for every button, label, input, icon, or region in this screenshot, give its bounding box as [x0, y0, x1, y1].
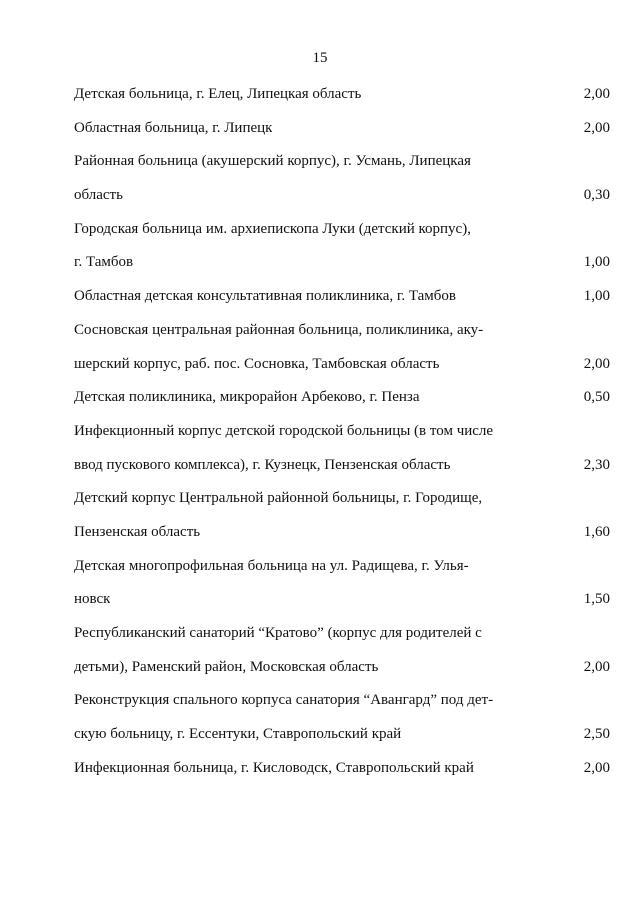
entry-value: 2,50 — [583, 726, 610, 743]
entry-value: 2,00 — [583, 86, 610, 102]
entry-value: 2,00 — [583, 119, 610, 136]
entry-text: Областная детская консультативная поликлиника, г. Тамбов — [74, 288, 456, 305]
entry-text: Инфекционный корпус детской городской больницы (в том числе — [74, 422, 494, 439]
entry-value: 1,50 — [583, 591, 610, 608]
entry-line — [74, 381, 610, 415]
entry-text: Детская многопрофильная больница на ул. Радищева, г. Улья- — [74, 557, 469, 574]
entry-text: Районная больница (акушерский корпус), г. Усмань, Липецкая — [74, 153, 471, 170]
entries-list — [74, 78, 610, 785]
entry-value: 2,00 — [583, 658, 610, 675]
entry-text: область — [74, 187, 123, 204]
entry-line — [74, 550, 610, 584]
entry-text: Сосновская центральная районная больница, поликлиника, аку- — [74, 321, 484, 338]
entry-value: 1,00 — [583, 288, 610, 305]
entry-line — [74, 112, 610, 146]
entry-line — [74, 617, 610, 651]
entry-value: 2,30 — [583, 456, 610, 473]
entry-line — [74, 246, 610, 280]
entry-value: 0,30 — [583, 187, 610, 204]
entry-text: Детская больница, г. Елец, Липецкая область — [74, 86, 362, 102]
entry-text: Реконструкция спального корпуса санатория “Авангард” под дет- — [74, 692, 494, 709]
entry-text: Пензенская область — [74, 523, 201, 540]
entry-text: детьми), Раменский район, Московская область — [74, 658, 379, 675]
entry-line — [74, 718, 610, 752]
entry-line — [74, 684, 610, 718]
entry-line — [74, 415, 610, 449]
entry-text: Городская больница им. архиепископа Луки (детский корпус), — [74, 220, 471, 237]
entry-text: Республиканский санаторий “Кратово” (корпус для родителей с — [74, 625, 482, 641]
entry-line — [74, 179, 610, 213]
entry-line — [74, 651, 610, 685]
entry-value: 0,50 — [583, 389, 610, 406]
entry-line — [74, 78, 610, 112]
entry-line — [74, 752, 610, 786]
entry-text: ввод пускового комплекса), г. Кузнецк, Пензенская область — [74, 456, 451, 473]
entry-value: 2,00 — [583, 759, 610, 776]
entry-line — [74, 482, 610, 516]
entry-line — [74, 583, 610, 617]
entry-line — [74, 516, 610, 550]
entry-text: Детская поликлиника, микрорайон Арбеково, г. Пенза — [74, 389, 420, 406]
entry-value: 1,00 — [583, 254, 610, 271]
entry-text: Инфекционная больница, г. Кисловодск, Ставропольский край — [74, 759, 474, 776]
entry-text: скую больницу, г. Ессентуки, Ставропольский край — [74, 726, 402, 743]
entry-text: новск — [74, 591, 111, 608]
entry-text: Областная больница, г. Липецк — [74, 119, 273, 136]
entry-text: г. Тамбов — [74, 254, 134, 271]
entry-line — [74, 213, 610, 247]
entry-line — [74, 348, 610, 382]
entry-value: 1,60 — [583, 523, 610, 540]
entry-text: шерский корпус, раб. пос. Сосновка, Тамбовская область — [74, 355, 440, 372]
entry-line — [74, 449, 610, 483]
entry-value: 2,00 — [583, 355, 610, 372]
entry-line — [74, 145, 610, 179]
entry-text: Детский корпус Центральной районной больницы, г. Городище, — [74, 490, 483, 507]
page-number: 15 — [312, 50, 328, 66]
entry-line — [74, 314, 610, 348]
entry-line — [74, 280, 610, 314]
